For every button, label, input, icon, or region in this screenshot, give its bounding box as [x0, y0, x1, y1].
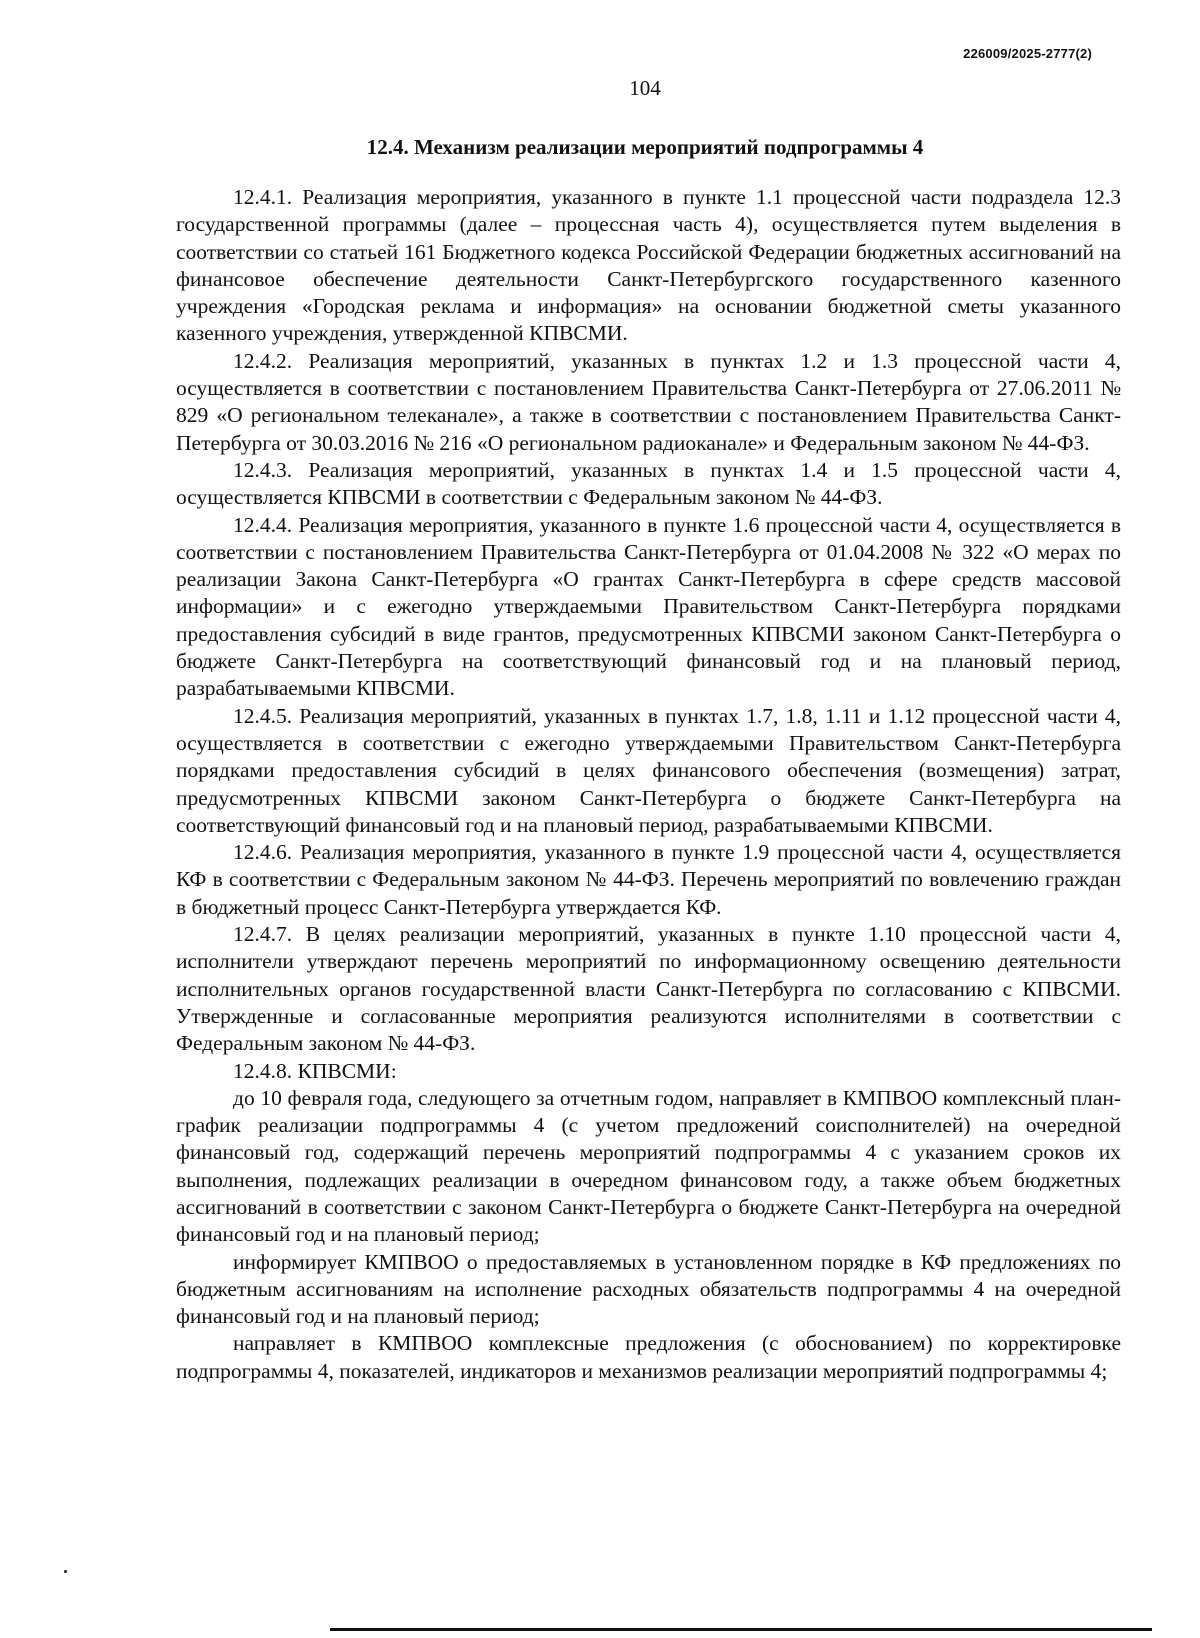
page-number: 104 — [629, 76, 661, 100]
paragraph-12-4-6: 12.4.6. Реализация мероприятия, указанного в пункте 1.9 процессной части 4, осуществляется КФ в соответствии с Федеральным законом № 44-ФЗ. Перечень мероприятий по вовлечению граждан в бюджетный процесс Санкт-Петербурга утверждается КФ. — [176, 840, 1121, 919]
section-title: 12.4. Механизм реализации мероприятий подпрограммы 4 — [366, 135, 924, 159]
paragraph-12-4-8: 12.4.8. КПВСМИ: — [233, 1058, 397, 1083]
document-body — [176, 184, 1121, 1385]
paragraph-12-4-3: 12.4.3. Реализация мероприятий, указанных в пунктах 1.4 и 1.5 процессной части 4, осуществляется КПВСМИ в соответствии с Федеральным законом № 44-ФЗ. — [176, 457, 1121, 510]
paragraph-12-4-1: 12.4.1. Реализация мероприятия, указанного в пункте 1.1 процессной части подраздела 12.3 государственной программы (далее – процессная часть 4), осуществляется путем выделения в соответствии со статьей 161 Бюджетного кодекса Российской Федерации бюджетных ассигнований на финансовое обеспечение деятельности Санкт-Петербургского государственного казенного учреждения «Городская реклама и информация» на основании бюджетной сметы указанного казенного учреждения, утвержденной КПВСМИ. — [176, 185, 1121, 346]
paragraph-12-4-8-item-1: до 10 февраля года, следующего за отчетным годом, направляет в КМПВОО комплексный план-график реализации подпрограммы 4 (с учетом предложений соисполнителей) на очередной финансовый год, содержащий перечень мероприятий подпрограммы 4 с указанием сроков их выполнения, подлежащих реализации в очередном финансовом году, а также объем бюджетных ассигнований в соответствии с законом Санкт-Петербурга о бюджете Санкт-Петербурга на очередной финансовый год и на плановый период; — [176, 1085, 1121, 1247]
paragraph-12-4-8-item-3: направляет в КМПВОО комплексные предложения (с обоснованием) по корректировке подпрограммы 4, показателей, индикаторов и механизмов реализации мероприятий подпрограммы 4; — [176, 1331, 1121, 1383]
document-id: 226009/2025-2777(2) — [963, 46, 1092, 61]
paragraph-12-4-2: 12.4.2. Реализация мероприятий, указанных в пунктах 1.2 и 1.3 процессной части 4, осуществляется в соответствии с постановлением Правительства Санкт-Петербурга от 27.06.2011 № 829 «О региональном телеканале», а также в соответствии с постановлением Правительства Санкт-Петербурга от 30.03.2016 № 216 «О региональном радиоканале» и Федеральным законом № 44-ФЗ. — [176, 348, 1121, 455]
paragraph-12-4-4: 12.4.4. Реализация мероприятия, указанного в пункте 1.6 процессной части 4, осуществляется в соответствии с постановлением Правительства Санкт-Петербурга от 01.04.2008 № 322 «О мерах по реализации Закона Санкт-Петербурга «О грантах Санкт-Петербурга в сфере средств массовой информации» и с ежегодно утверждаемыми Правительством Санкт-Петербурга порядками предоставления субсидий в виде грантов, предусмотренных КПВСМИ законом Санкт-Петербурга о бюджете Санкт-Петербурга на соответствующий финансовый год и на плановый период, разрабатываемыми КПВСМИ. — [176, 512, 1121, 701]
paragraph-12-4-7: 12.4.7. В целях реализации мероприятий, указанных в пункте 1.10 процессной части 4, исполнители утверждают перечень мероприятий по информационному освещению деятельности исполнительных органов государственной власти Санкт-Петербурга по согласованию с КПВСМИ. Утвержденные и согласованные мероприятия реализуются исполнителями в соответствии с Федеральным законом № 44-ФЗ. — [176, 922, 1121, 1056]
paragraph-12-4-5: 12.4.5. Реализация мероприятий, указанных в пунктах 1.7, 1.8, 1.11 и 1.12 процессной части 4, осуществляется в соответствии с ежегодно утверждаемыми Правительством Санкт-Петербурга порядками предоставления субсидий в целях финансового обеспечения (возмещения) затрат, предусмотренных КПВСМИ законом Санкт-Петербурга о бюджете Санкт-Петербурга на соответствующий финансовый год и на плановый период, разрабатываемыми КПВСМИ. — [176, 703, 1121, 837]
paragraph-12-4-8-item-2: информирует КМПВОО о предоставляемых в установленном порядке в КФ предложениях по бюджетным ассигнованиям на исполнение расходных обязательств подпрограммы 4 на очередной финансовый год и на плановый период; — [176, 1249, 1121, 1329]
bottom-rule — [330, 1628, 1152, 1631]
scan-speck — [64, 1570, 67, 1573]
